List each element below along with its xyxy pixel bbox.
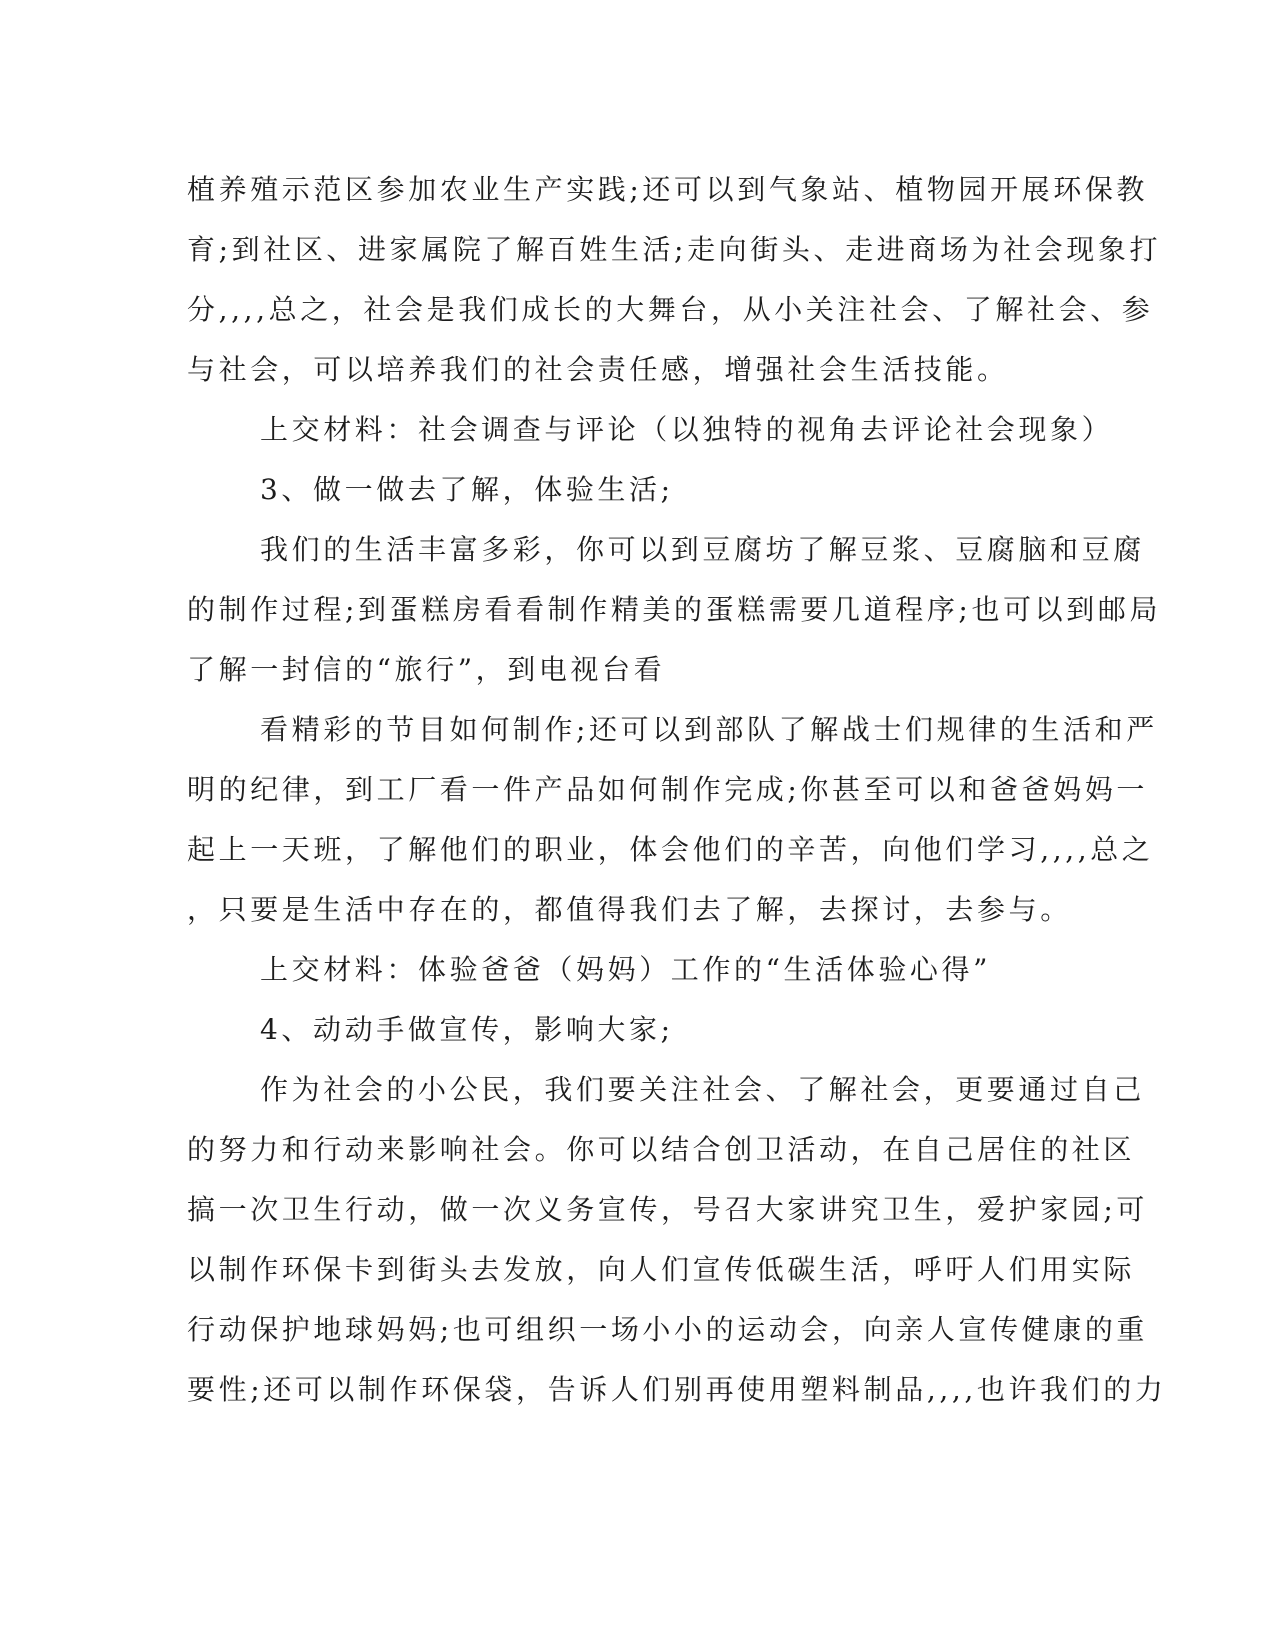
section-material-line: 上交材料：体验爸爸（妈妈）工作的“生活体验心得” [260, 953, 992, 986]
text-line: 的制作过程;到蛋糕房看看制作精美的蛋糕需要几道程序;也可以到邮局 [187, 593, 1162, 626]
text-line: 分,,,,总之，社会是我们成长的大舞台，从小关注社会、了解社会、参 [187, 293, 1154, 326]
text-line: 行动保护地球妈妈;也可组织一场小小的运动会，向亲人宣传健康的重 [187, 1313, 1149, 1346]
text-line: 以制作环保卡到街头去发放，向人们宣传低碳生活，呼吁人们用实际 [187, 1253, 1136, 1286]
text-line: 我们的生活丰富多彩，你可以到豆腐坊了解豆浆、豆腐脑和豆腐 [260, 533, 1145, 566]
text-line: 搞一次卫生行动，做一次义务宣传，号召大家讲究卫生，爱护家园;可 [187, 1193, 1149, 1226]
text-line: 起上一天班，了解他们的职业，体会他们的辛苦，向他们学习,,,,总之 [187, 833, 1154, 866]
text-line: 了解一封信的“旅行”，到电视台看 [187, 653, 666, 686]
text-line: 的努力和行动来影响社会。你可以结合创卫活动，在自己居住的社区 [187, 1133, 1136, 1166]
section-heading: 4、动动手做宣传，影响大家; [260, 1013, 674, 1046]
text-line: ，只要是生活中存在的，都值得我们去了解，去探讨，去参与。 [187, 893, 1072, 926]
text-line: 看精彩的节目如何制作;还可以到部队了解战士们规律的生活和严 [260, 713, 1158, 746]
text-line: 育;到社区、进家属院了解百姓生活;走向街头、走进商场为社会现象打 [187, 233, 1162, 266]
text-line: 作为社会的小公民，我们要关注社会、了解社会，更要通过自己 [260, 1073, 1145, 1106]
text-line: 与社会，可以培养我们的社会责任感，增强社会生活技能。 [187, 353, 1009, 386]
section-heading: 3、做一做去了解，体验生活; [260, 473, 674, 506]
text-line: 要性;还可以制作环保袋，告诉人们别再使用塑料制品,,,,也许我们的力 [187, 1373, 1167, 1406]
text-line: 植养殖示范区参加农业生产实践;还可以到气象站、植物园开展环保教 [187, 173, 1149, 206]
section-material-line: 上交材料：社会调查与评论（以独特的视角去评论社会现象） [260, 413, 1114, 446]
text-line: 明的纪律，到工厂看一件产品如何制作完成;你甚至可以和爸爸妈妈一 [187, 773, 1149, 806]
